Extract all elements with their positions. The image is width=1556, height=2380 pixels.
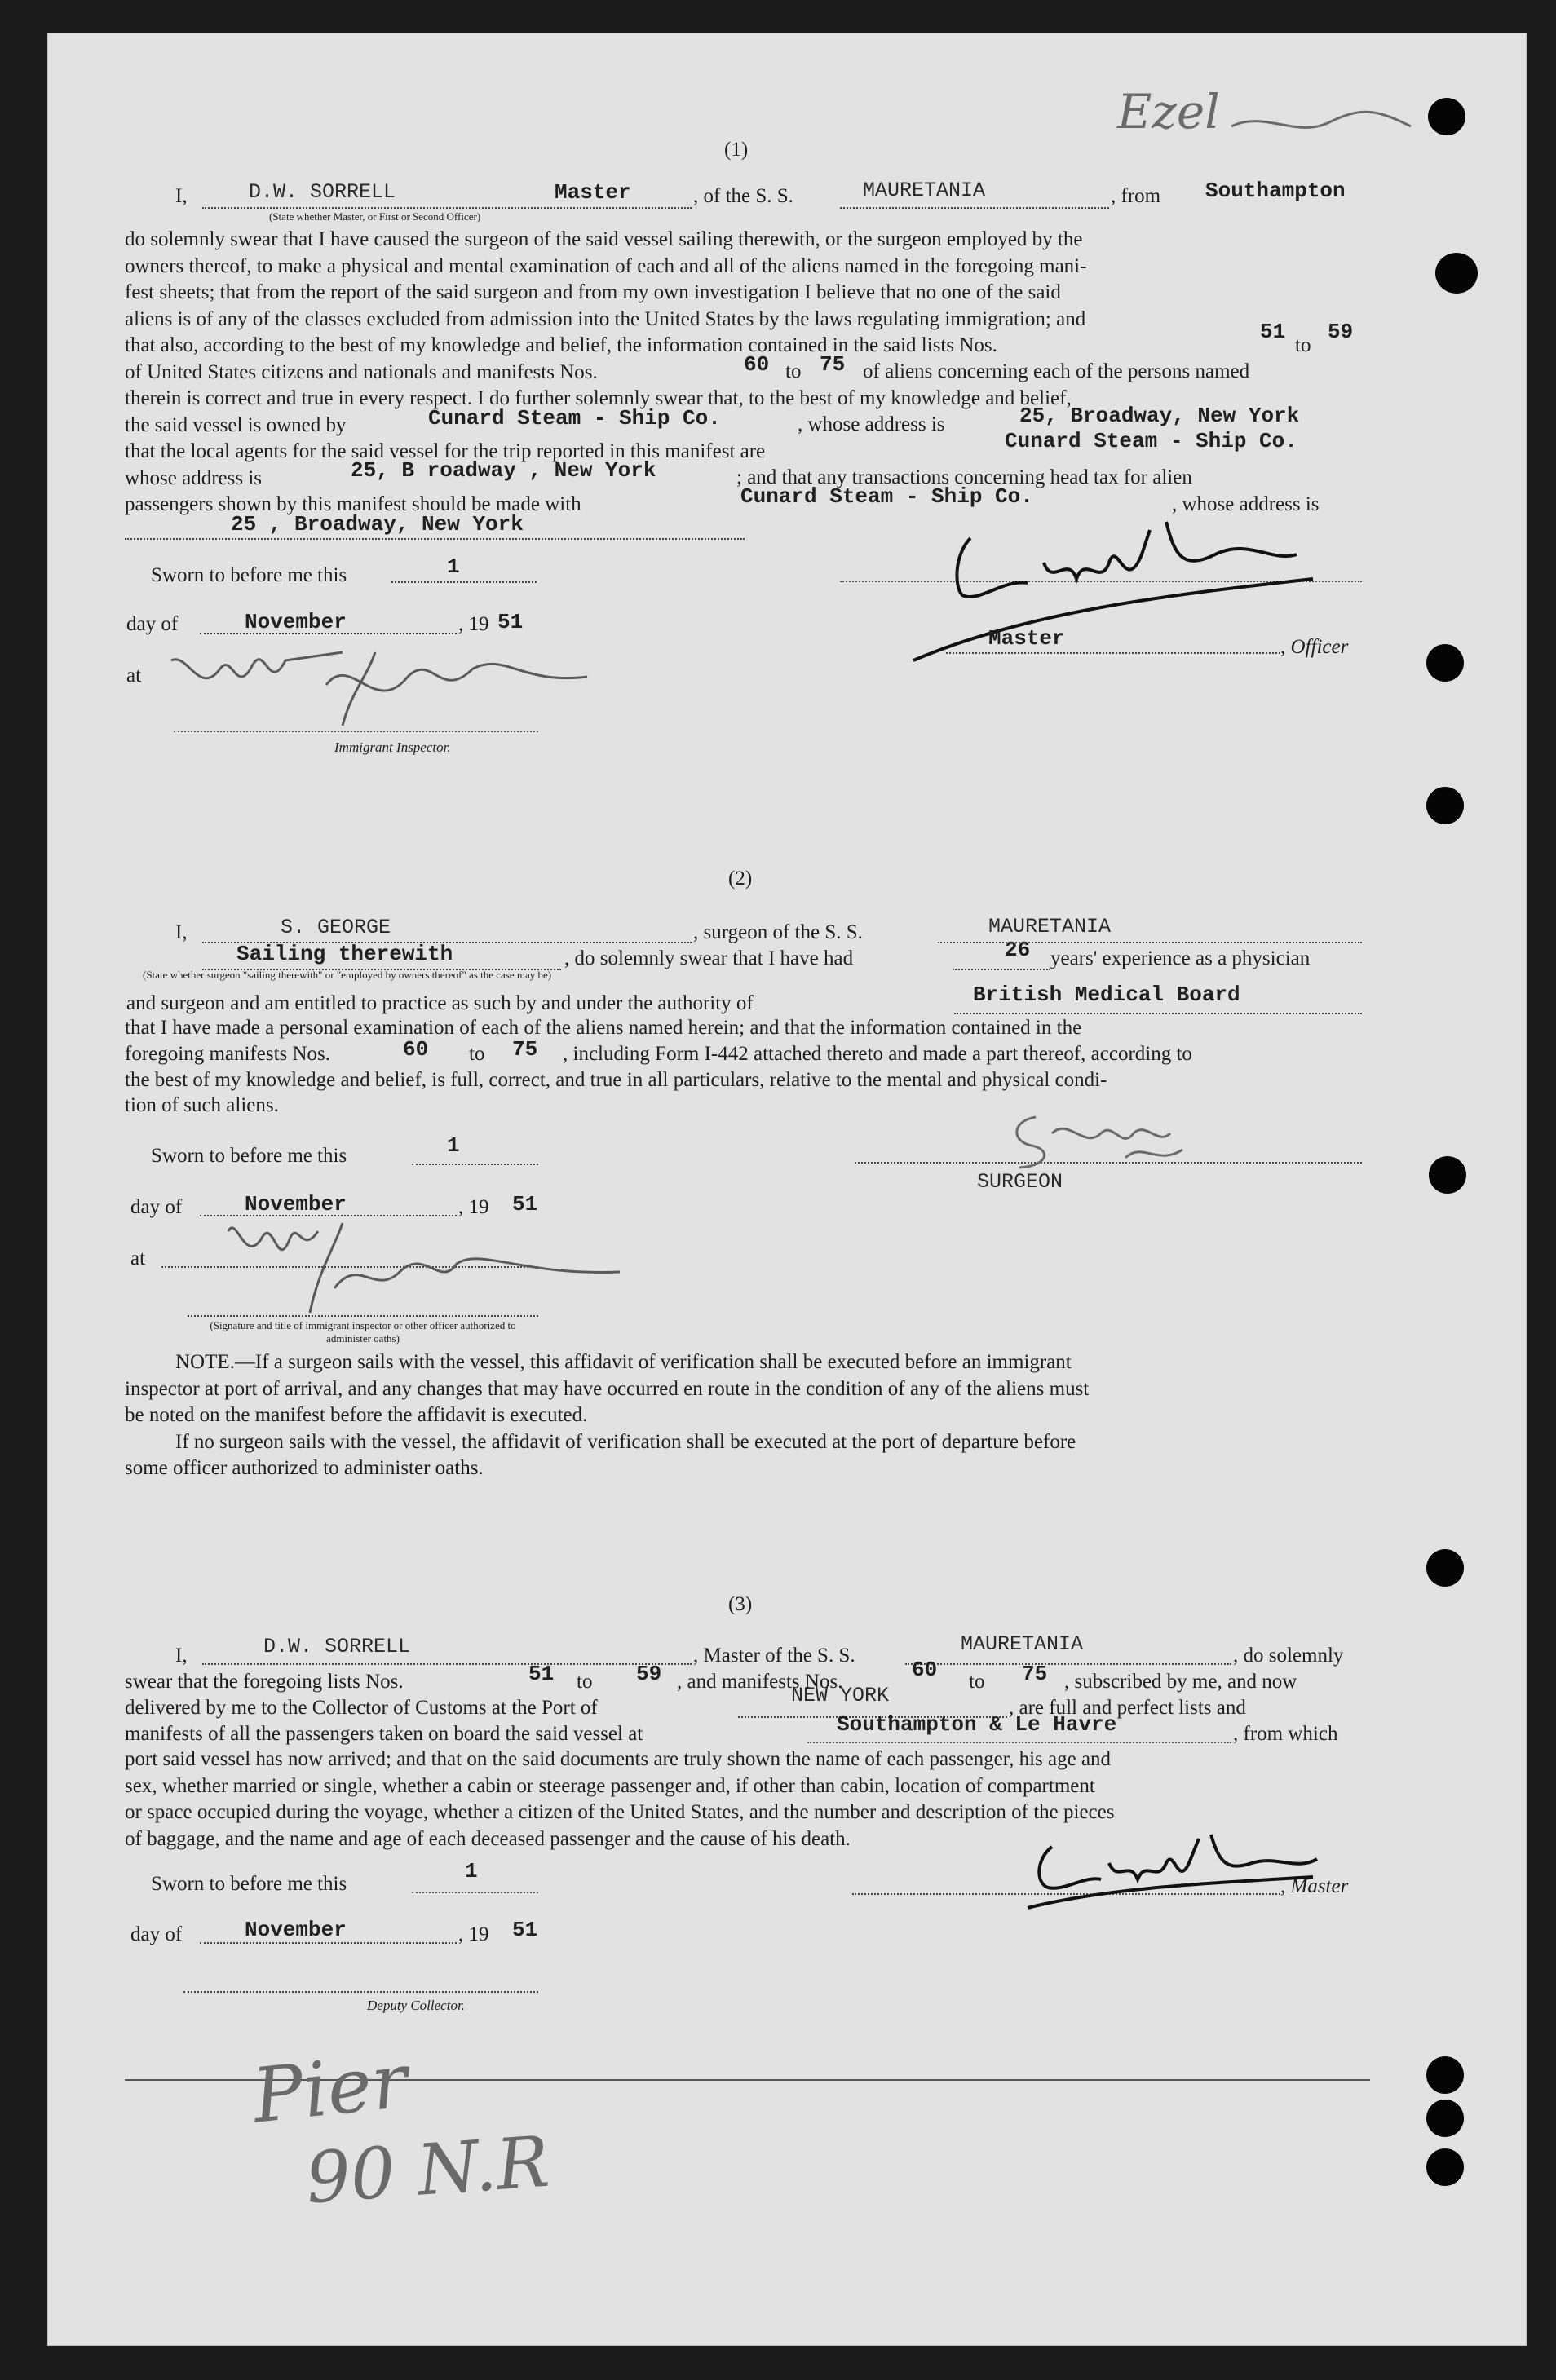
- manifests-to: 75: [820, 352, 846, 377]
- manifests-label: , and manifests Nos.: [677, 1671, 843, 1693]
- punch-hole: [1429, 1156, 1466, 1194]
- sworn-day: 1: [465, 1859, 478, 1883]
- punch-hole: [1426, 2148, 1464, 2186]
- surgeon-status: Sailing therewith: [236, 942, 453, 966]
- headtax-address-label: , whose address is: [1172, 493, 1320, 515]
- lists-from: 51: [1260, 320, 1286, 344]
- officer-title: Master: [988, 626, 1065, 651]
- officer-label: , Officer: [1280, 636, 1349, 658]
- at-label: at: [126, 665, 142, 687]
- day-of-label: day of: [126, 613, 179, 635]
- year-prefix: , 19: [458, 1923, 489, 1945]
- handwritten-pier: Pier: [248, 2037, 412, 2140]
- surgeon-signature: [1003, 1101, 1199, 1174]
- oath-text: tion of such aliens.: [125, 1094, 279, 1116]
- punch-hole: [1426, 644, 1464, 682]
- prefix: I,: [175, 185, 188, 207]
- sworn-label: Sworn to before me this: [151, 1145, 347, 1167]
- sworn-label: Sworn to before me this: [151, 1873, 347, 1895]
- sworn-day: 1: [447, 1133, 460, 1158]
- inspector-signature: [163, 620, 603, 734]
- prefix: I,: [175, 1645, 188, 1667]
- master-name: D.W. SORRELL: [249, 180, 396, 204]
- punch-hole: [1428, 98, 1465, 135]
- oath-text: do solemnly swear that I have caused the surgeon of the said vessel sailing therewith, or the surgeon employed by the owners thereof, to make a physical and mental examination of each and all of the aliens named in the foregoing mani- fest sheets; that from the report of the said surgeon and from my own investigation I believe that no one of the said aliens is of any of the classes excluded from admission into the United States by the laws regulating immigration; and that also, according to the best of my knowledge and belief, the information contained in the said lists Nos. of United States citizens and nationals and manifests Nos. therein is correct and true in every respect. I do further solemnly swear that, to the best of my knowledge and belief, the said vessel is owned by that the local agents for the said vessel for the trip reported in this manifest are whose address is passengers shown by this manifest should be made with: [125, 228, 1087, 515]
- year-prefix: , 19: [458, 1196, 489, 1218]
- oath-text: , from which: [1233, 1723, 1338, 1745]
- from-port: Southampton: [1205, 179, 1346, 203]
- headtax-party: Cunard Steam - Ship Co.: [740, 484, 1033, 509]
- month: November: [245, 1918, 347, 1942]
- authority: British Medical Board: [973, 982, 1240, 1007]
- sworn-label: Sworn to before me this: [151, 564, 347, 586]
- punch-hole: [1426, 1549, 1464, 1587]
- owner-address: 25, Broadway, New York: [1019, 404, 1300, 428]
- section-number: (3): [728, 1593, 753, 1615]
- section-number: (2): [728, 868, 753, 890]
- manifests-from: 60: [744, 352, 770, 377]
- ship-name: MAURETANIA: [961, 1632, 1084, 1656]
- from-label: , from: [1111, 185, 1161, 207]
- rank-caption: (State whether Master, or First or Second Officer): [269, 210, 481, 223]
- to-word: to: [1295, 334, 1311, 356]
- ports-of-departure: Southampton & Le Havre: [837, 1712, 1117, 1737]
- oath-text: , subscribed by me, and now: [1064, 1671, 1297, 1693]
- to-word: to: [785, 360, 802, 382]
- ship-name: MAURETANIA: [863, 179, 986, 202]
- punch-hole: [1426, 787, 1464, 824]
- oath-text: foregoing manifests Nos.: [125, 1043, 331, 1065]
- manifests-to: 75: [512, 1037, 538, 1062]
- surgeon-of-ss: , surgeon of the S. S.: [693, 921, 863, 943]
- sworn-day: 1: [447, 554, 460, 579]
- manifests-suffix: of aliens concerning each of the persons named: [863, 360, 1250, 382]
- oath-text: port said vessel has now arrived; and that on the said documents are truly shown the name of each passenger, his age and sex, whether married or single, whether a cabin or steerage passenger and, if other than cabin, location of compartment or space occupied during the voyage, whether a citizen of the United States, and the number and description of the pieces of baggage, and the name and age of each deceased passenger and the cause of his death.: [125, 1748, 1115, 1850]
- manifests-from: 60: [403, 1037, 429, 1062]
- inspector-caption: Immigrant Inspector.: [334, 740, 451, 755]
- port: NEW YORK: [791, 1684, 890, 1707]
- owner: Cunard Steam - Ship Co.: [428, 406, 721, 431]
- year: 51: [512, 1192, 538, 1216]
- authority-prefix: and surgeon and am entitled to practice as such by and under the authority of: [126, 992, 754, 1014]
- svg-text:Ezel: Ezel: [1117, 84, 1220, 139]
- master-rank: Master: [555, 180, 631, 205]
- punch-hole: [1426, 2100, 1464, 2137]
- lists-from: 51: [528, 1662, 555, 1686]
- surgeon-title: SURGEON: [977, 1170, 1063, 1194]
- handwritten-mark-top: [1109, 77, 1427, 151]
- month: November: [245, 610, 347, 634]
- oath-text: manifests of all the passengers taken on board the said vessel at: [125, 1723, 643, 1745]
- owner-address-label: , whose address is: [798, 413, 945, 435]
- lists-to: 59: [636, 1662, 662, 1686]
- to-word: to: [577, 1671, 593, 1693]
- officer-signature: [212, 1199, 636, 1321]
- manifests-to: 75: [1022, 1662, 1048, 1686]
- oath-text: , are full and perfect lists and: [1009, 1697, 1246, 1719]
- to-word: to: [969, 1671, 985, 1693]
- status-suffix: , do solemnly swear that I have had: [564, 947, 854, 969]
- master-of-ss: , Master of the S. S.: [693, 1645, 855, 1667]
- ship-name: MAURETANIA: [988, 915, 1112, 938]
- at-label: at: [130, 1247, 146, 1269]
- headtax-address: 25 , Broadway, New York: [231, 512, 524, 536]
- year: 51: [497, 610, 524, 634]
- year: 51: [512, 1918, 538, 1942]
- day-of-label: day of: [130, 1196, 183, 1218]
- oath-text: that I have made a personal examination of each of the aliens named herein; and that the information contained in the: [125, 1017, 1082, 1039]
- years-experience: 26: [1005, 938, 1031, 962]
- surgeon-name: S. GEORGE: [281, 916, 391, 939]
- year-prefix: , 19: [458, 613, 489, 635]
- master-label: , Master: [1280, 1875, 1349, 1897]
- status-caption: (State whether surgeon "sailing therewith" or "employed by owners thereof" as the case may be): [143, 969, 552, 981]
- master-name: D.W. SORRELL: [263, 1635, 411, 1658]
- years-suffix: years' experience as a physician: [1050, 947, 1311, 969]
- note-text: NOTE.—If a surgeon sails with the vessel, this affidavit of verification shall be executed before an immigrant inspector at port of arrival, and any changes that may have occurred en route in the condition of any of the aliens must be noted on the manifest before the affidavit is executed. If no surgeon sails with the vessel, the affidavit of verification shall be executed at the port of departure before some officer authorized to administer oaths.: [125, 1351, 1090, 1479]
- agents-suffix: ; and that any transactions concerning head tax for alien: [736, 466, 1192, 488]
- manifests-from: 60: [912, 1658, 938, 1682]
- oath-text: swear that the foregoing lists Nos.: [125, 1671, 404, 1693]
- master-signature: [905, 506, 1329, 669]
- signature-caption: (Signature and title of immigrant inspector or other officer authorized to administer oaths): [210, 1319, 516, 1345]
- swear-suffix: , do solemnly: [1233, 1645, 1344, 1667]
- of-ss-label: , of the S. S.: [693, 185, 793, 207]
- local-agents: Cunard Steam - Ship Co.: [1005, 429, 1297, 453]
- oath-text: delivered by me to the Collector of Customs at the Port of: [125, 1697, 598, 1719]
- lists-to: 59: [1328, 320, 1354, 344]
- day-of-label: day of: [130, 1923, 183, 1945]
- handwritten-pier-number: 90 N.R: [303, 2121, 552, 2220]
- punch-hole: [1435, 253, 1478, 294]
- prefix: I,: [175, 921, 188, 943]
- oath-text: , including Form I-442 attached thereto and made a part thereof, according to: [563, 1043, 1192, 1065]
- section-number: (1): [724, 139, 749, 161]
- punch-hole: [1426, 2056, 1464, 2094]
- oath-text: the best of my knowledge and belief, is full, correct, and true in all particulars, relative to the mental and physical condi-: [125, 1069, 1107, 1091]
- agents-address: 25, B roadway , New York: [351, 458, 656, 483]
- to-word: to: [469, 1043, 485, 1065]
- collector-caption: Deputy Collector.: [367, 1998, 465, 2013]
- month: November: [245, 1192, 347, 1216]
